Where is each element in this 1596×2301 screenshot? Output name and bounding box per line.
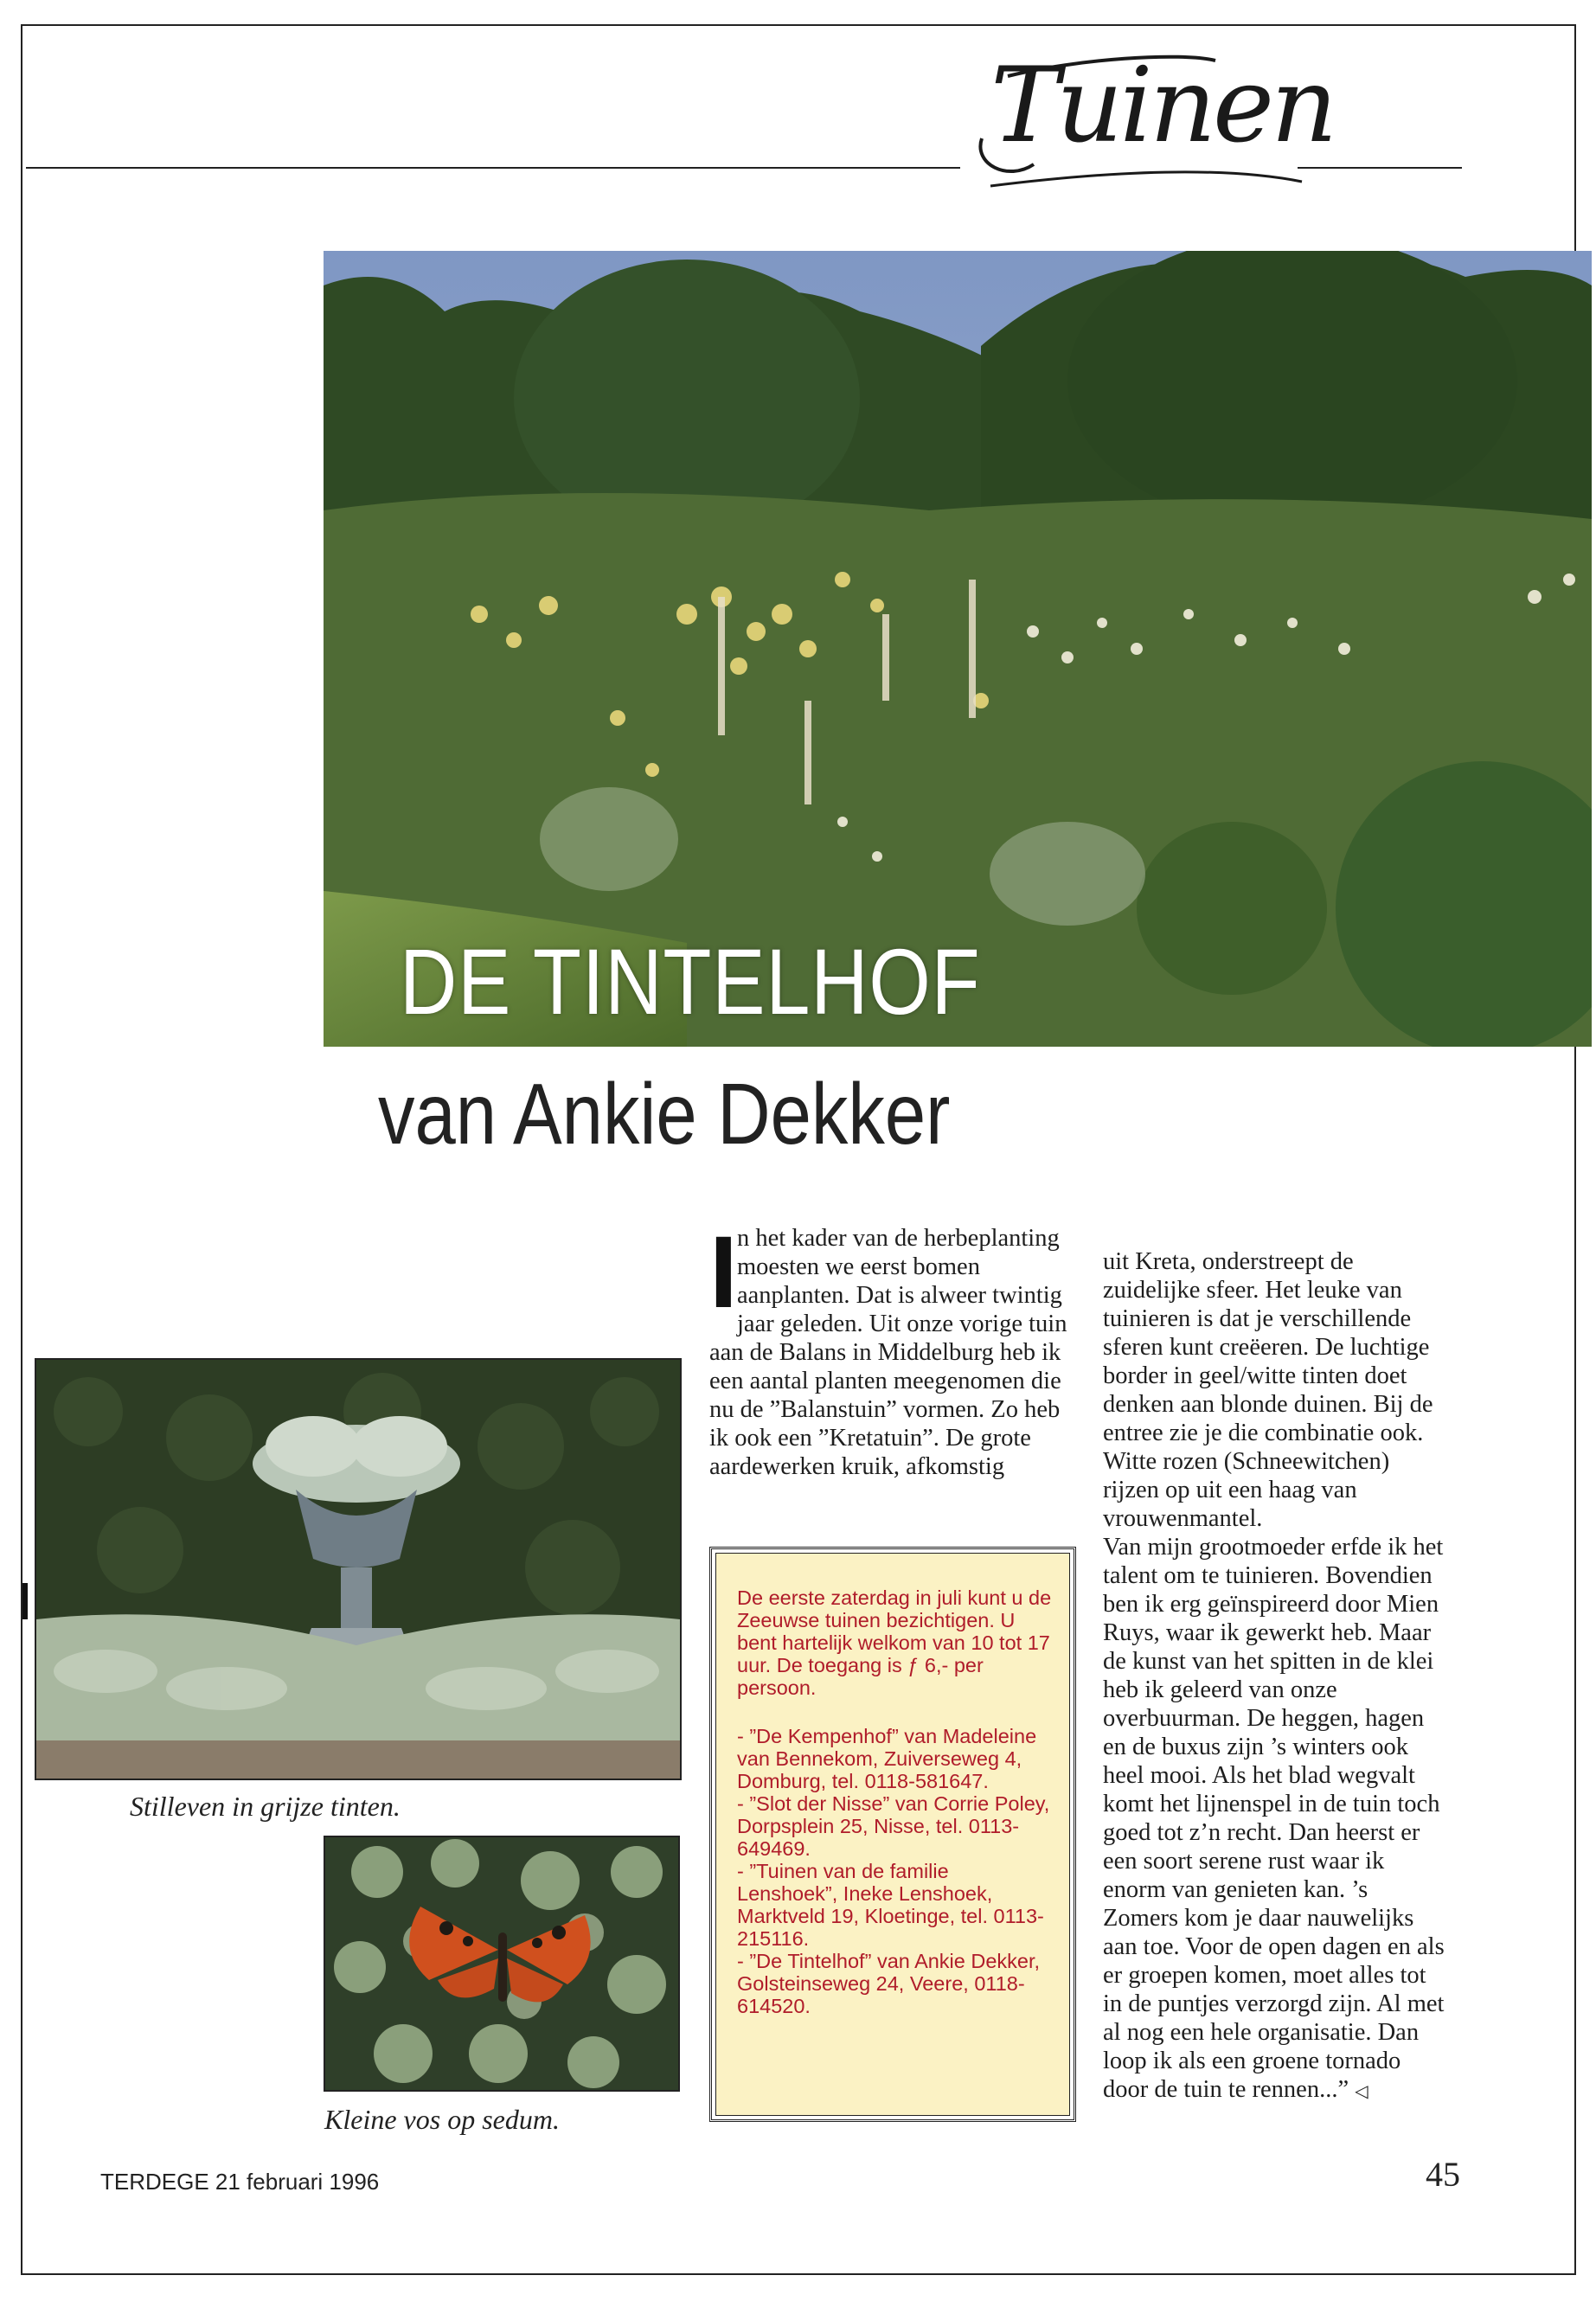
section-title: Tuinen: [990, 46, 1335, 166]
garden-border-illustration: [324, 251, 1592, 1047]
urn-illustration: [36, 1360, 680, 1779]
hero-subtitle: van Ankie Dekker: [378, 1066, 951, 1163]
header-rule-left: [26, 167, 960, 169]
info-box-entry: - ”De Tintelhof” van Ankie Dekker, Golsteinseweg 24, Veere, 0118-614520.: [737, 1950, 1041, 2017]
info-box-entry: - ”De Kempenhof” van Madeleine van Bennekom, Zuiverseweg 4, Domburg, tel. 0118-581647.: [737, 1725, 1037, 1792]
butterfly-caption: Kleine vos op sedum.: [324, 2104, 560, 2135]
dropcap: I: [709, 1215, 738, 1330]
butterfly-illustration: [325, 1837, 678, 2090]
hero-title: DE TINTELHOF: [400, 929, 981, 1034]
article-column-1: [709, 1215, 1073, 1481]
info-box-intro: De eerste zaterdag in juli kunt u de Zeeuwse tuinen bezichtigen. U bent hartelijk welkom van 10 tot 17 uur. De toegang is ƒ 6,- per persoon.: [737, 1586, 1052, 1699]
section-logo: [956, 35, 1354, 199]
margin-mark: [22, 1583, 28, 1619]
end-mark-icon: ◁: [1355, 2082, 1368, 2101]
info-box: [709, 1547, 1076, 2122]
butterfly-photo: [324, 1836, 680, 2092]
urn-photo: [35, 1358, 682, 1780]
article-column-2: [1103, 1247, 1449, 2106]
info-box-entry: - ”Tuinen van de familie Lenshoek”, Ineke Lenshoek, Marktveld 19, Kloetinge, tel. 0113-215116.: [737, 1860, 1044, 1950]
article-paragraph-3: [1103, 1533, 1449, 2106]
info-box-content: [715, 1553, 1070, 2116]
publication-footer: TERDEGE 21 februari 1996: [100, 2169, 380, 2195]
article-col1-text: n het kader van de herbeplanting moesten we eerst bomen aanplanten. Dat is alweer twintig jaar geleden. Uit onze vorige tuin aan de Balans in Middelburg heb ik een aantal planten meegenomen die nu de ”Balanstuin” vormen. Zo heb ik ook een ”Kretatuin”. De grote aardewerken kruik, afkomstig: [709, 1225, 1067, 1480]
page-number: 45: [1426, 2155, 1460, 2194]
article-paragraph-1: [709, 1215, 1073, 1481]
info-box-entry: - ”Slot der Nisse” van Corrie Poley, Dorpsplein 25, Nisse, tel. 0113-649469.: [737, 1792, 1050, 1860]
article-paragraph-3-text: Van mijn grootmoeder erfde ik het talent om te tuinieren. Bovendien ben ik erg geïnspireerd door Mien Ruys, waar ik gewerkt heb. Maar de kunst van het spitten in de klei heb ik geleerd van onze overbuurman. De heggen, hagen en de buxus zijn ’s winters ook heel mooi. Als het blad wegvalt komt het lijnenspel in de tuin toch goed tot z’n recht. Dan heerst er een soort serene rust waar ik enorm van genieten kan. ’s Zomers kom je daar nauwelijks aan toe. Voor de open dagen en als er groepen komen, moet alles tot in de puntjes verzorgd zijn. Al met al nog een hele organisatie. Dan loop ik als een groene tornado door de tuin te rennen...”: [1103, 1534, 1445, 2103]
urn-caption: Stilleven in grijze tinten.: [130, 1791, 401, 1822]
article-paragraph-2: uit Kreta, onderstreept de zuidelijke sfeer. Het leuke van tuinieren is dat je verschillende sferen kunt creëeren. De luchtige border in geel/witte tinten doet denken aan blonde duinen. Bij de entree zie je die combinatie ook. Witte rozen (Schneewitchen) rijzen op uit een haag van vrouwenmantel.: [1103, 1248, 1433, 1532]
hero-garden-photo: [324, 251, 1592, 1047]
